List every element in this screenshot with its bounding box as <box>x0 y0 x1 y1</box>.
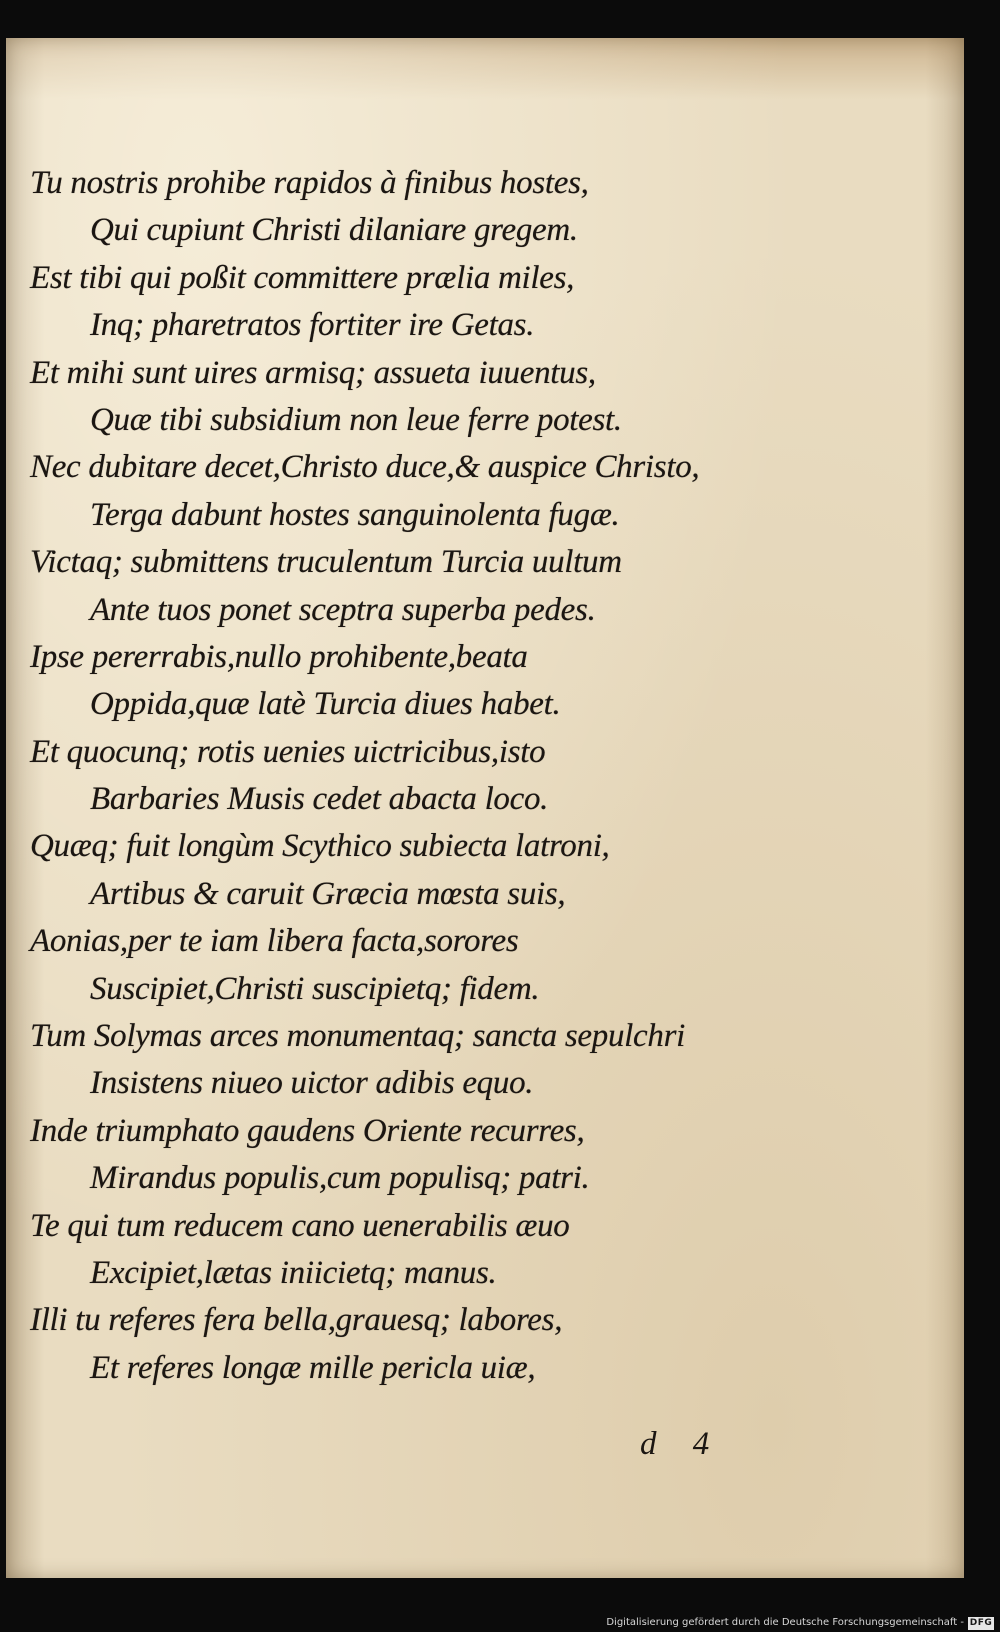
verse-line: Ipse pererrabis,nullo prohibente,beata <box>30 638 528 675</box>
verse-line: Mirandus populis,cum populisq; patri. <box>90 1160 590 1197</box>
verse-line: Insistens niueo uictor adibis equo. <box>90 1065 534 1102</box>
book-page <box>6 38 964 1578</box>
verse-line: Barbaries Musis cedet abacta loco. <box>90 781 549 818</box>
verse-line: Oppida,quæ latè Turcia diues habet. <box>90 686 561 723</box>
verse-line: Artibus & caruit Græcia mœsta suis, <box>90 875 566 912</box>
verse-line: Quæ tibi subsidium non leue ferre potest. <box>90 401 622 438</box>
verse-line: Tum Solymas arces monumentaq; sancta sepulchri <box>30 1018 685 1055</box>
verse-line: Et quocunq; rotis uenies uictricibus,isto <box>30 733 546 770</box>
digitization-credit: Digitalisierung gefördert durch die Deutsche Forschungsgemeinschaft - <box>606 1617 964 1628</box>
verse-line: Est tibi qui poßit committere prælia miles, <box>30 259 575 296</box>
verse-line: Excipiet,lætas iniicietq; manus. <box>90 1254 497 1291</box>
verse-line: Nec dubitare decet,Christo duce,& auspice Christo, <box>30 449 700 486</box>
verse-line: Tu nostris prohibe rapidos à finibus hostes, <box>30 165 589 201</box>
verse-line: Suscipiet,Christi suscipietq; fidem. <box>90 970 540 1007</box>
dfg-logo: DFG <box>969 1618 993 1628</box>
verse-line: Terga dabunt hostes sanguinolenta fugæ. <box>90 496 620 533</box>
verse-line: Inq; pharetratos fortiter ire Getas. <box>90 307 535 344</box>
signature-mark: d 4 <box>640 1426 710 1462</box>
verse-line: Ante tuos ponet sceptra superba pedes. <box>90 591 596 628</box>
verse-line: Te qui tum reducem cano uenerabilis æuo <box>30 1207 570 1244</box>
verse-line: Qui cupiunt Christi dilaniare gregem. <box>90 212 578 249</box>
verse-line: Aonias,per te iam libera facta,sorores <box>30 923 519 960</box>
verse-line: Et mihi sunt uires armisq; assueta iuuentus, <box>30 354 596 391</box>
verse-line: Victaq; submittens truculentum Turcia uultum <box>30 544 622 581</box>
verse-line: Inde triumphato gaudens Oriente recurres, <box>30 1112 585 1149</box>
verse-block <box>30 160 930 1392</box>
verse-line: Quæq; fuit longùm Scythico subiecta latroni, <box>30 828 610 865</box>
verse-line: Illi tu referes fera bella,grauesq; labores, <box>30 1302 563 1339</box>
verse-line: Et referes longæ mille pericla uiæ, <box>90 1349 536 1386</box>
